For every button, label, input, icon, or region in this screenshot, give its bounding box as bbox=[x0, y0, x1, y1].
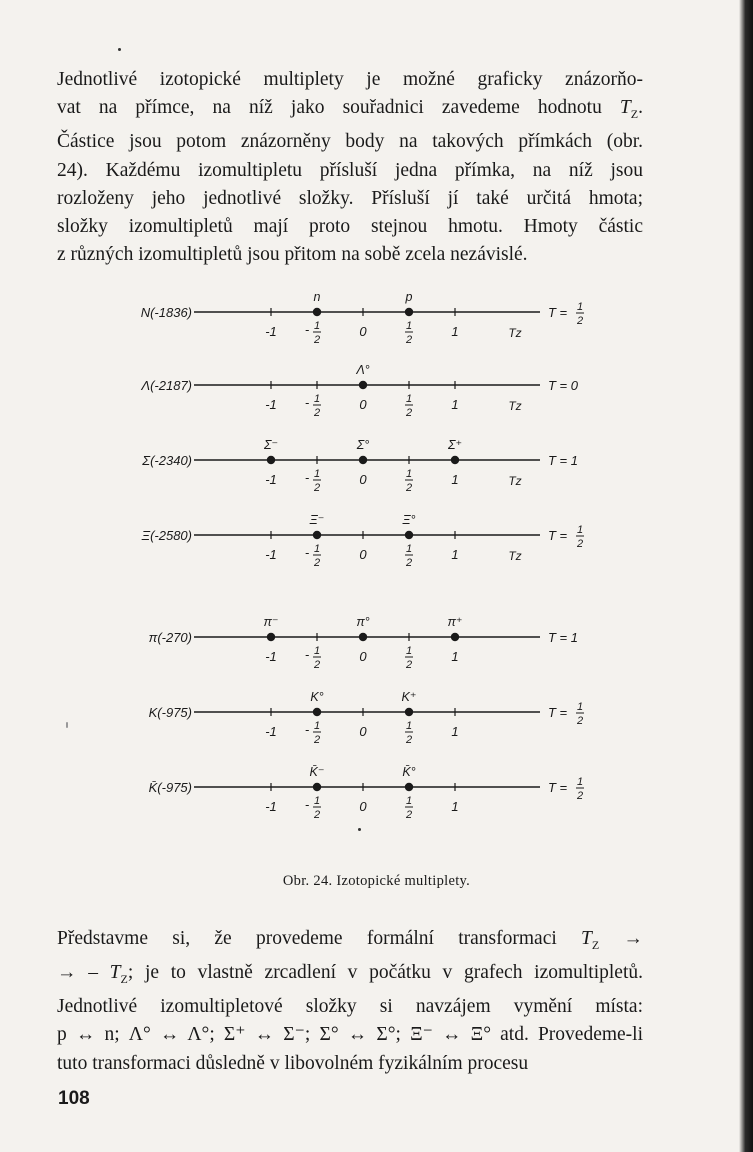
tick-label-numerator: 1 bbox=[313, 543, 321, 555]
tick-label: -1 bbox=[265, 547, 277, 562]
tick-label-numerator: 1 bbox=[405, 795, 413, 807]
tick-label-numerator: 1 bbox=[405, 645, 413, 657]
tick-label-numerator: 1 bbox=[405, 543, 413, 555]
text-line: Jednotlivé izotopické multiplety je možné graficky znázorňo- bbox=[57, 69, 643, 90]
tick-label-denominator: 2 bbox=[405, 659, 413, 671]
tick-label: 1 bbox=[451, 547, 459, 562]
particle-point bbox=[451, 456, 459, 464]
tick-label: 0 bbox=[359, 724, 367, 739]
tick-label: -1 bbox=[265, 724, 277, 739]
tick-label-sign: - bbox=[304, 395, 310, 410]
text-line: Představme si, že provedeme formální transformaci $T_Z$ → bbox=[57, 928, 644, 952]
tick-label-denominator: 2 bbox=[313, 334, 321, 346]
tick-label-sign: - bbox=[304, 797, 310, 812]
particle-point bbox=[405, 308, 413, 316]
tz-axis-label: Tz bbox=[508, 549, 522, 563]
tick-label-numerator: 1 bbox=[313, 393, 321, 405]
isospin-denominator: 2 bbox=[576, 790, 584, 802]
particle-label: K⁺ bbox=[401, 690, 417, 704]
tick-label-denominator: 2 bbox=[313, 659, 321, 671]
tick-label: 0 bbox=[359, 472, 367, 487]
tick-label: 0 bbox=[359, 324, 367, 339]
isospin-label: T = 1 bbox=[548, 453, 578, 468]
particle-label: Σ° bbox=[356, 438, 370, 452]
isospin-label: T = 1 bbox=[548, 630, 578, 645]
multiplet-name: Λ(-2187) bbox=[141, 378, 192, 393]
paragraph-2 bbox=[57, 925, 643, 1078]
isospin-numerator: 1 bbox=[576, 701, 584, 713]
multiplet-name: K(-975) bbox=[148, 705, 192, 720]
text-line: rozloženy jeho jednotlivé složky. Přísluší jí také určitá hmota; bbox=[57, 187, 643, 209]
multiplet-name: Ξ(-2580) bbox=[141, 528, 192, 543]
tick-label: -1 bbox=[265, 649, 277, 664]
isospin-denominator: 2 bbox=[576, 715, 584, 727]
text-line: složky izomultipletů mají proto stejnou hmotu. Hmoty částic bbox=[57, 215, 643, 237]
tick-label: 1 bbox=[451, 724, 459, 739]
tz-axis-label: Tz bbox=[508, 399, 522, 413]
tick-label: 1 bbox=[451, 799, 459, 814]
particle-point bbox=[405, 783, 413, 791]
particle-label: p bbox=[405, 290, 413, 304]
tick-label-sign: - bbox=[304, 647, 310, 662]
tick-label-denominator: 2 bbox=[405, 809, 413, 821]
tick-label-denominator: 2 bbox=[405, 734, 413, 746]
text-line: 24). Každému izomultipletu přísluší jedna přímka, na níž jsou bbox=[57, 159, 643, 181]
tick-label-denominator: 2 bbox=[405, 334, 413, 346]
isospin-label: T = bbox=[548, 528, 568, 543]
particle-label: Σ⁺ bbox=[447, 438, 463, 452]
tick-label-denominator: 2 bbox=[313, 407, 321, 419]
particle-point bbox=[405, 531, 413, 539]
tick-label-numerator: 1 bbox=[405, 320, 413, 332]
particle-point bbox=[313, 708, 321, 716]
tick-label: 0 bbox=[359, 547, 367, 562]
multiplet-name: N(-1836) bbox=[140, 305, 192, 320]
tick-label-denominator: 2 bbox=[313, 734, 321, 746]
particle-point bbox=[267, 633, 275, 641]
particle-point bbox=[313, 308, 321, 316]
particle-point bbox=[359, 633, 367, 641]
tick-label: 0 bbox=[359, 397, 367, 412]
tick-label-numerator: 1 bbox=[313, 468, 321, 480]
multiplet-name: K̄(-975) bbox=[148, 780, 192, 795]
particle-label: Λ° bbox=[356, 363, 370, 377]
text-line: tuto transformaci důsledně v libovolném fyzikálním procesu bbox=[57, 1052, 529, 1074]
isospin-label: T = bbox=[548, 780, 568, 795]
tz-axis-label: Tz bbox=[508, 326, 522, 340]
tick-label: 1 bbox=[451, 649, 459, 664]
tick-label: 1 bbox=[451, 472, 459, 487]
tick-label-sign: - bbox=[304, 322, 310, 337]
tick-label-denominator: 2 bbox=[313, 482, 321, 494]
particle-label: n bbox=[313, 290, 321, 304]
text-line: → – $T_Z$; je to vlastně zrcadlení v počátku v grafech izomultipletů. bbox=[57, 962, 644, 986]
particle-point bbox=[405, 708, 413, 716]
isospin-numerator: 1 bbox=[576, 301, 584, 313]
isospin-label: T = bbox=[548, 705, 568, 720]
tz-axis-label: Tz bbox=[508, 474, 522, 488]
isospin-numerator: 1 bbox=[576, 524, 584, 536]
tick-label: -1 bbox=[265, 799, 277, 814]
particle-point bbox=[451, 633, 459, 641]
text-line: Částice jsou potom znázorněny body na takových přímkách (obr. bbox=[57, 131, 643, 153]
page-number: 108 bbox=[58, 1088, 90, 1109]
tick-label-sign: - bbox=[304, 470, 310, 485]
tick-label-numerator: 1 bbox=[405, 468, 413, 480]
tick-label-sign: - bbox=[304, 722, 310, 737]
particle-point bbox=[313, 531, 321, 539]
tick-label: -1 bbox=[265, 324, 277, 339]
isospin-denominator: 2 bbox=[576, 538, 584, 550]
text-line: z různých izomultipletů jsou přitom na sobě zcela nezávislé. bbox=[57, 244, 528, 266]
particle-label: π⁺ bbox=[447, 615, 463, 629]
tick-label-denominator: 2 bbox=[405, 557, 413, 569]
particle-label: K̄⁻ bbox=[309, 765, 325, 779]
tick-label: 1 bbox=[451, 397, 459, 412]
tick-label: 1 bbox=[451, 324, 459, 339]
particle-label: Ξ⁻ bbox=[309, 513, 325, 527]
particle-label: π⁻ bbox=[263, 615, 279, 629]
tick-label-numerator: 1 bbox=[405, 720, 413, 732]
tick-label-denominator: 2 bbox=[313, 809, 321, 821]
particle-label: Σ⁻ bbox=[263, 438, 279, 452]
particle-point bbox=[359, 381, 367, 389]
isospin-label: T = bbox=[548, 305, 568, 320]
isospin-label: T = 0 bbox=[548, 378, 578, 393]
tick-label: -1 bbox=[265, 472, 277, 487]
tick-label: 0 bbox=[359, 649, 367, 664]
figure-caption: Obr. 24. Izotopické multiplety. bbox=[282, 873, 471, 889]
tick-label-numerator: 1 bbox=[313, 645, 321, 657]
tick-label: 0 bbox=[359, 799, 367, 814]
particle-label: π° bbox=[356, 615, 370, 629]
isospin-denominator: 2 bbox=[576, 315, 584, 327]
multiplet-name: Σ(-2340) bbox=[142, 453, 192, 468]
particle-point bbox=[359, 456, 367, 464]
particle-point bbox=[313, 783, 321, 791]
text-line: Jednotlivé izomultipletové složky si navzájem vymění místa: bbox=[57, 996, 643, 1018]
tick-label-numerator: 1 bbox=[313, 720, 321, 732]
text-line: p ↔ n; Λ° ↔ Λ°; Σ⁺ ↔ Σ⁻; Σ° ↔ Σ°; Ξ⁻ ↔ Ξ° atd. Provedeme-li bbox=[57, 1024, 643, 1046]
tick-label: -1 bbox=[265, 397, 277, 412]
multiplet-name: π(-270) bbox=[148, 630, 192, 645]
tick-label-numerator: 1 bbox=[313, 320, 321, 332]
particle-point bbox=[267, 456, 275, 464]
tick-label-numerator: 1 bbox=[405, 393, 413, 405]
tick-label-denominator: 2 bbox=[405, 407, 413, 419]
tick-label-sign: - bbox=[304, 545, 310, 560]
particle-label: K̄° bbox=[402, 765, 416, 779]
tick-label-denominator: 2 bbox=[313, 557, 321, 569]
text-line: vat na přímce, na níž jako souřadnici zavedeme hodnotu $T_Z$. bbox=[57, 97, 643, 122]
isospin-numerator: 1 bbox=[576, 776, 584, 788]
particle-label: K° bbox=[310, 690, 324, 704]
tick-label-numerator: 1 bbox=[313, 795, 321, 807]
particle-label: Ξ° bbox=[402, 513, 416, 527]
tick-label-denominator: 2 bbox=[405, 482, 413, 494]
